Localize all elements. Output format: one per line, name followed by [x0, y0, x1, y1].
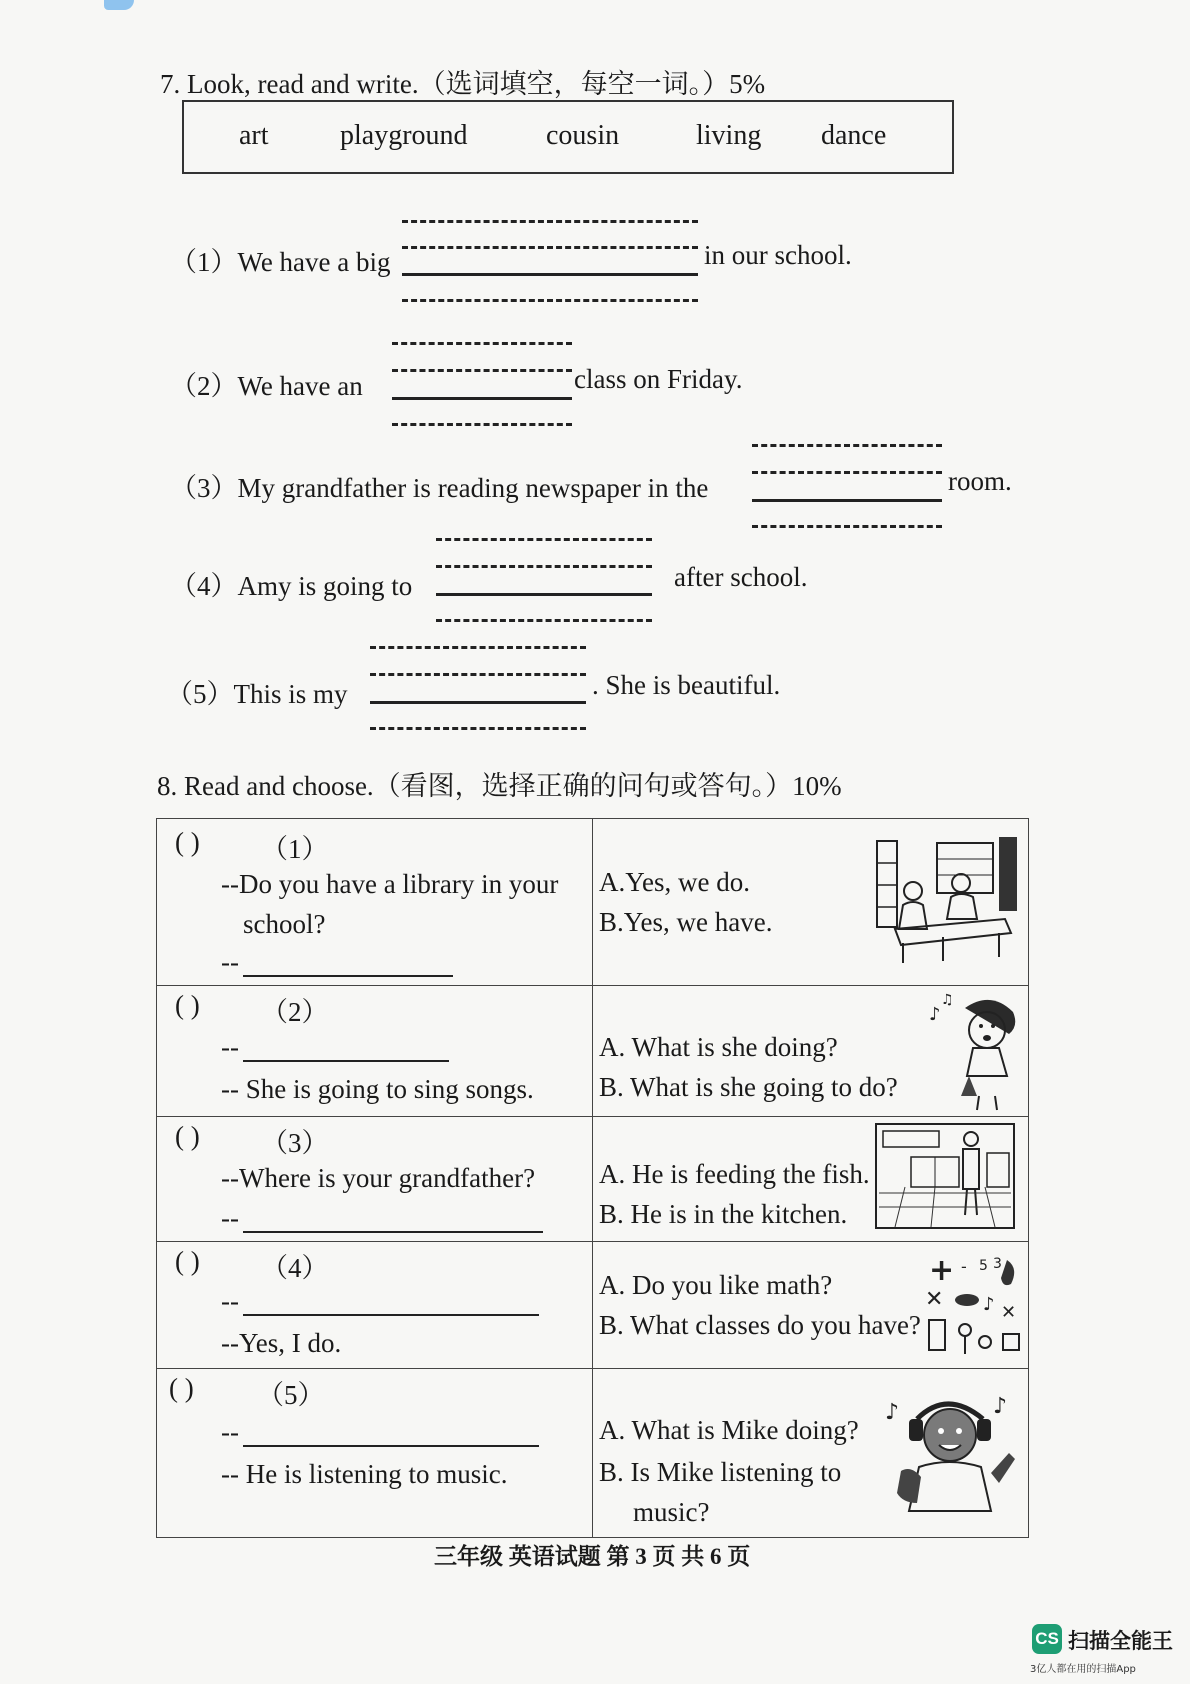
svg-text:3: 3: [993, 1256, 1002, 1272]
option-a: A.Yes, we do.: [599, 867, 751, 897]
answer-underline[interactable]: [243, 975, 453, 977]
question-number: （2）: [170, 371, 238, 401]
page-footer: 三年级 英语试题 第 3 页 共 6 页: [434, 1544, 751, 1569]
question-text-after: . She is beautiful.: [592, 670, 781, 700]
options-cell: [593, 986, 1029, 1117]
options-cell: [593, 1117, 1029, 1242]
question-text-after: after school.: [674, 562, 808, 592]
option-a: A. What is Mike doing?: [599, 1415, 859, 1445]
options-cell: [593, 819, 1029, 986]
answer-blank-1[interactable]: [402, 220, 698, 302]
read-and-choose-table: [156, 818, 1029, 1538]
option-a: A. Do you like math?: [599, 1270, 833, 1300]
question-3: [170, 466, 708, 505]
options-cell: [593, 1369, 1029, 1538]
dialogue-line: --Do you have a library in your: [221, 869, 559, 899]
table-row: [157, 819, 1029, 986]
question-5: [166, 672, 348, 711]
row-number: （1）: [261, 834, 329, 864]
answer-underline[interactable]: [243, 1231, 543, 1233]
answer-underline[interactable]: [243, 1314, 539, 1316]
question-text-before: Amy is going to: [237, 571, 413, 601]
section7-heading: 7. Look, read and write.（选词填空，每空一词。）5%: [160, 69, 766, 99]
question-4: [170, 564, 412, 603]
question-text-after: class on Friday.: [574, 364, 743, 394]
question-cell: [157, 819, 593, 986]
singing-girl-picture: [925, 990, 1025, 1112]
svg-text:♪: ♪: [929, 1004, 941, 1025]
dialogue-line: --: [221, 947, 239, 977]
table-row: [157, 1369, 1029, 1538]
option-a: A. He is feeding the fish.: [599, 1159, 870, 1189]
answer-bracket[interactable]: ( ): [175, 990, 200, 1020]
word-bank-item: playground: [340, 120, 468, 151]
question-cell: [157, 986, 593, 1117]
svg-text:-: -: [961, 1257, 967, 1276]
question-number: （4）: [170, 571, 238, 601]
library-picture: [873, 833, 1021, 967]
word-bank-item: living: [696, 120, 762, 151]
svg-text:♪: ♪: [993, 1394, 1008, 1419]
question-number: （5）: [166, 679, 234, 709]
word-bank-item: cousin: [546, 120, 620, 151]
answer-blank-5[interactable]: [370, 646, 586, 730]
option-b: B. What classes do you have?: [599, 1310, 921, 1340]
question-text-after: room.: [948, 466, 1012, 496]
option-b: B.Yes, we have.: [599, 907, 773, 937]
option-b: B. He is in the kitchen.: [599, 1199, 848, 1229]
answer-blank-3[interactable]: [752, 444, 942, 528]
row-number: （3）: [261, 1128, 329, 1158]
boy-music-picture: [883, 1389, 1019, 1517]
camscanner-logo-icon: CS: [1032, 1624, 1062, 1654]
answer-blank-2[interactable]: [392, 342, 572, 426]
option-a: A. What is she doing?: [599, 1032, 838, 1062]
dialogue-line: --: [221, 1203, 239, 1233]
option-b: B. Is Mike listening to: [599, 1457, 842, 1487]
dialogue-line: --Where is your grandfather?: [221, 1163, 536, 1193]
option-b: B. What is she going to do?: [599, 1072, 898, 1102]
question-text-before: We have a big: [237, 247, 391, 277]
question-number: （3）: [170, 473, 238, 503]
row-number: （5）: [257, 1380, 325, 1410]
row-number: （4）: [261, 1253, 329, 1283]
question-text-after: in our school.: [704, 240, 852, 270]
option-b-continued: music?: [633, 1497, 710, 1527]
svg-text:✕: ✕: [925, 1287, 944, 1312]
question-cell: [157, 1117, 593, 1242]
table-row: [157, 986, 1029, 1117]
answer-bracket[interactable]: ( ): [175, 1121, 200, 1151]
kitchen-picture: [875, 1123, 1015, 1229]
dialogue-line: --: [221, 1286, 239, 1316]
svg-text:5: 5: [979, 1258, 988, 1274]
question-1: [170, 240, 391, 279]
table-row: [157, 1242, 1029, 1369]
svg-text:♪: ♪: [885, 1400, 900, 1425]
svg-text:♫: ♫: [941, 992, 954, 1008]
question-number: （1）: [170, 247, 238, 277]
word-bank-item: art: [239, 120, 269, 151]
question-text-before: My grandfather is reading newspaper in the: [237, 473, 709, 503]
svg-text:♪: ♪: [983, 1294, 995, 1315]
answer-underline[interactable]: [243, 1445, 539, 1447]
question-cell: [157, 1369, 593, 1538]
question-text-before: This is my: [233, 679, 348, 709]
dialogue-line: -- She is going to sing songs.: [221, 1074, 534, 1104]
word-bank-box: [182, 100, 954, 174]
svg-text:✕: ✕: [1001, 1302, 1017, 1323]
answer-bracket[interactable]: ( ): [175, 1246, 200, 1276]
word-bank-item: dance: [821, 120, 887, 151]
dialogue-line: --: [221, 1417, 239, 1447]
watermark-brand: 扫描全能王: [1068, 1629, 1173, 1653]
dialogue-line: school?: [243, 909, 326, 939]
corner-tab-mark: [104, 0, 134, 10]
table-row: [157, 1117, 1029, 1242]
answer-blank-4[interactable]: [436, 538, 652, 622]
section8-heading: 8. Read and choose.（看图，选择正确的问句或答句。）10%: [157, 771, 842, 801]
options-cell: [593, 1242, 1029, 1369]
math-symbols-picture: [921, 1250, 1025, 1362]
answer-bracket[interactable]: ( ): [175, 827, 200, 857]
answer-bracket[interactable]: ( ): [169, 1373, 194, 1403]
svg-text:+: +: [929, 1253, 955, 1288]
question-text-before: We have an: [237, 371, 363, 401]
dialogue-line: -- He is listening to music.: [221, 1459, 508, 1489]
dialogue-line: --: [221, 1032, 239, 1062]
dialogue-line: --Yes, I do.: [221, 1328, 342, 1358]
row-number: （2）: [261, 997, 329, 1027]
answer-underline[interactable]: [243, 1060, 449, 1062]
question-cell: [157, 1242, 593, 1369]
question-2: [170, 364, 363, 403]
watermark-tagline: 3亿人都在用的扫描App: [1030, 1664, 1136, 1675]
